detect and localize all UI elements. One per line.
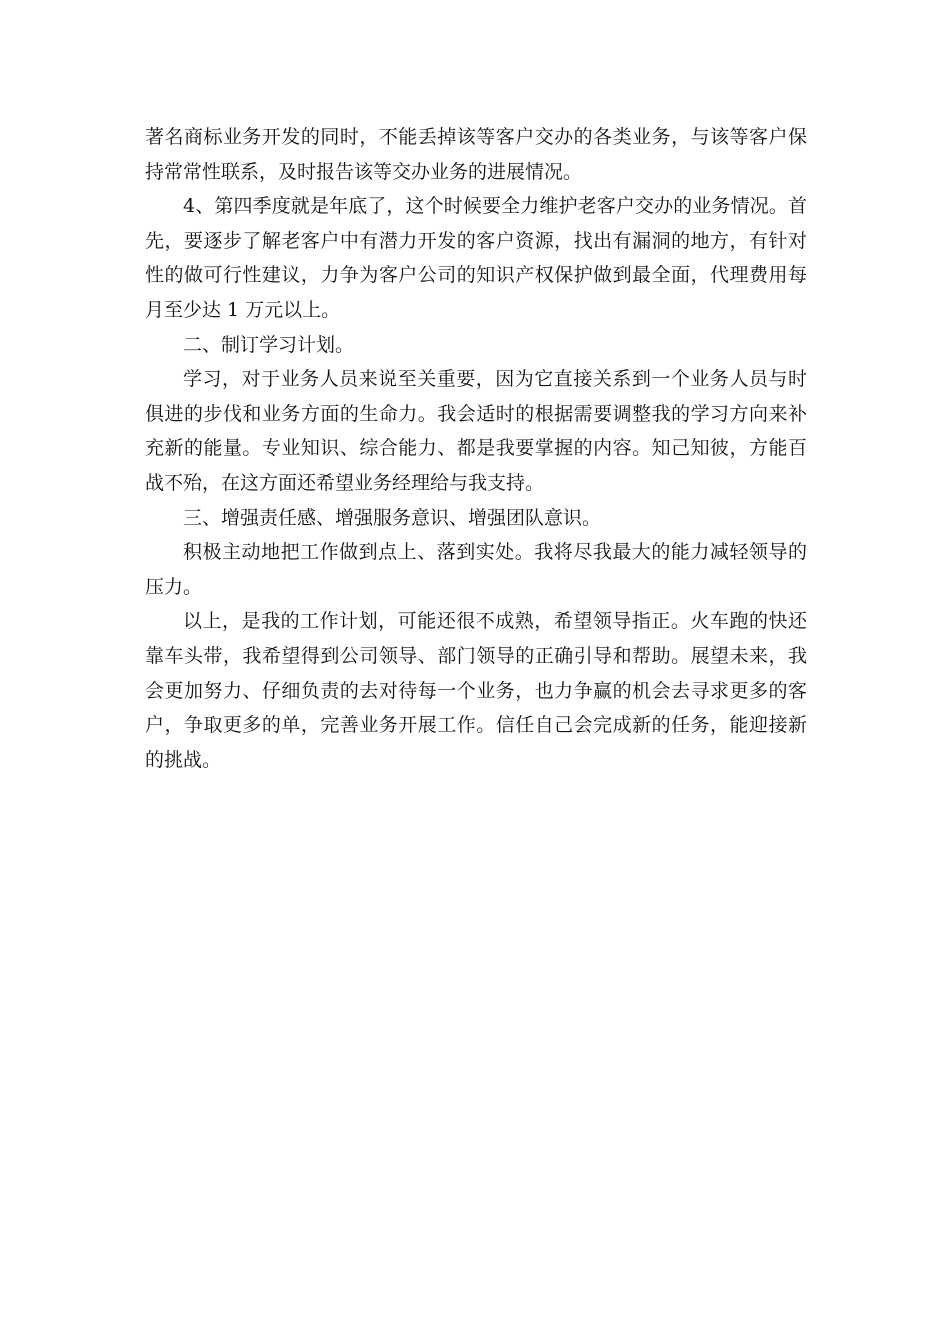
section-heading-responsibility: 三、增强责任感、增强服务意识、增强团队意识。 <box>183 506 602 529</box>
paragraph-continuation: 著名商标业务开发的同时，不能丢掉该等客户交办的各类业务，与该等客户保持常常性联系，及时报告该等交办业务的进展情况。 <box>145 126 807 183</box>
paragraph-study: 学习，对于业务人员来说至关重要，因为它直接关系到一个业务人员与时俱进的步伐和业务方面的生命力。我会适时的根据需要调整我的学习方向来补充新的能量。专业知识、综合能力、都是我要掌握的内容。知己知彼，方能百战不殆，在这方面还希望业务经理给与我支持。 <box>145 368 807 494</box>
section-heading-study-plan: 二、制订学习计划。 <box>183 333 355 356</box>
paragraph-conclusion: 以上，是我的工作计划，可能还很不成熟，希望领导指正。火车跑的快还靠车头带，我希望得到公司领导、部门领导的正确引导和帮助。展望未来，我会更加努力、仔细负责的去对待每一个业务，也力争赢的机会去寻求更多的客户，争取更多的单，完善业务开展工作。信任自己会完成新的任务，能迎接新的挑战。 <box>145 610 807 771</box>
paragraph-proactive: 积极主动地把工作做到点上、落到实处。我将尽我最大的能力减轻领导的压力。 <box>145 541 807 598</box>
paragraph-item-4: 4、第四季度就是年底了，这个时候要全力维护老客户交办的业务情况。首先，要逐步了解老客户中有潜力开发的客户资源，找出有漏洞的地方，有针对性的做可行性建议，力争为客户公司的知识产权保护做到最全面，代理费用每月至少达 1 万元以上。 <box>145 195 807 321</box>
document-body <box>145 120 807 777</box>
